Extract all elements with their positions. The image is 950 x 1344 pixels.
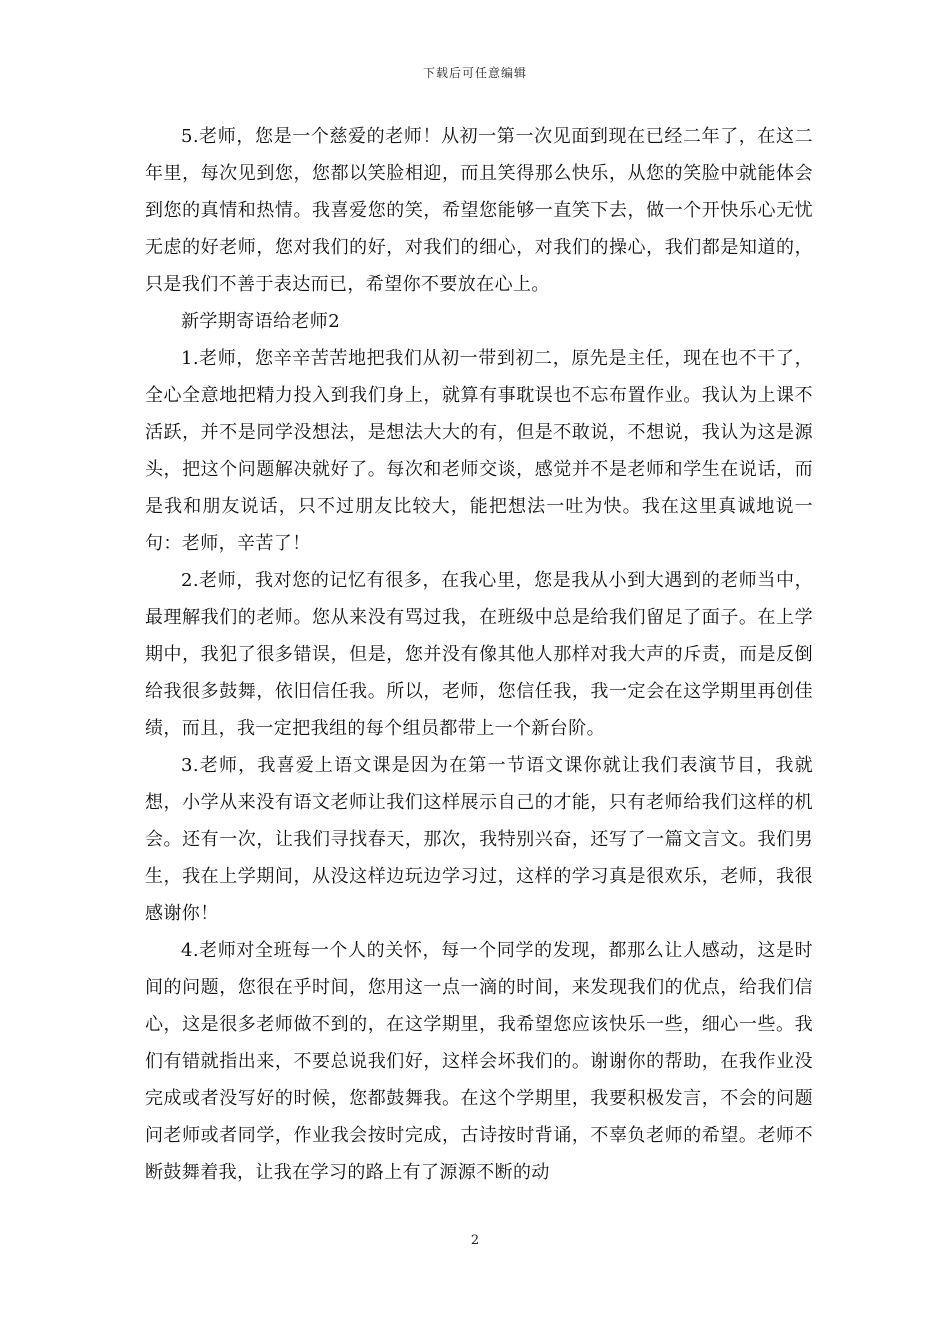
paragraph-wish-1: 1.老师，您辛辛苦苦地把我们从初一带到初二，原先是主任，现在也不干了，全心全意地把精力投入到我们身上，就算有事耽误也不忘布置作业。我认为上课不活跃，并不是同学没想法，是想法大大的有，但是不敢说，不想说，我认为这是源头，把这个问题解决就好了。每次和老师交谈，感觉并不是老师和学生在说话，而是我和朋友说话，只不过朋友比较大，能把想法一吐为快。我在这里真诚地说一句：老师，辛苦了！ bbox=[145, 348, 813, 554]
document-body bbox=[145, 118, 813, 1191]
page-number: 2 bbox=[470, 1233, 480, 1248]
section-heading: 新学期寄语给老师2 bbox=[181, 311, 341, 332]
page-header: 下载后可任意编辑 bbox=[422, 66, 527, 80]
paragraph-wish-5: 5.老师，您是一个慈爱的老师！从初一第一次见面到现在已经二年了，在这二年里，每次见到您，您都以笑脸相迎，而且笑得那么快乐，从您的笑脸中就能体会到您的真情和热情。我喜爱您的笑，希望您能够一直笑下去，做一个开快乐心无忧无虑的好老师，您对我们的好，对我们的细心，对我们的操心，我们都是知道的，只是我们不善于表达而已，希望你不要放在心上。 bbox=[145, 126, 813, 295]
paragraph-wish-2: 2.老师，我对您的记忆有很多，在我心里，您是我从小到大遇到的老师当中，最理解我们的老师。您从来没有骂过我，在班级中总是给我们留足了面子。在上学期中，我犯了很多错误，但是，您并没有像其他人那样对我大声的斥责，而是反倒给我很多鼓舞，依旧信任我。所以，老师，您信任我，我一定会在这学期里再创佳绩，而且，我一定把我组的每个组员都带上一个新台阶。 bbox=[145, 570, 813, 739]
paragraph-wish-3: 3.老师，我喜爱上语文课是因为在第一节语文课你就让我们表演节目，我就想，小学从来没有语文老师让我们这样展示自己的才能，只有老师给我们这样的机会。还有一次，让我们寻找春天，那次，我特别兴奋，还写了一篇文言文。我们男生，我在上学期间，从没这样边玩边学习过，这样的学习真是很欢乐，老师，我很感谢你！ bbox=[145, 755, 813, 924]
paragraph-wish-4: 4.老师对全班每一个人的关怀，每一个同学的发现，都那么让人感动，这是时间的问题，您很在乎时间，您用这一点一滴的时间，来发现我们的优点，给我们信心，这是很多老师做不到的，在这学期里，我希望您应该快乐一些，细心一些。我们有错就指出来，不要总说我们好，这样会坏我们的。谢谢你的帮助，在我作业没完成或者没写好的时候，您都鼓舞我。在这个学期里，我要积极发言，不会的问题问老师或者同学，作业我会按时完成，古诗按时背诵，不辜负老师的希望。老师不断鼓舞着我，让我在学习的路上有了源源不断的动 bbox=[145, 940, 813, 1183]
